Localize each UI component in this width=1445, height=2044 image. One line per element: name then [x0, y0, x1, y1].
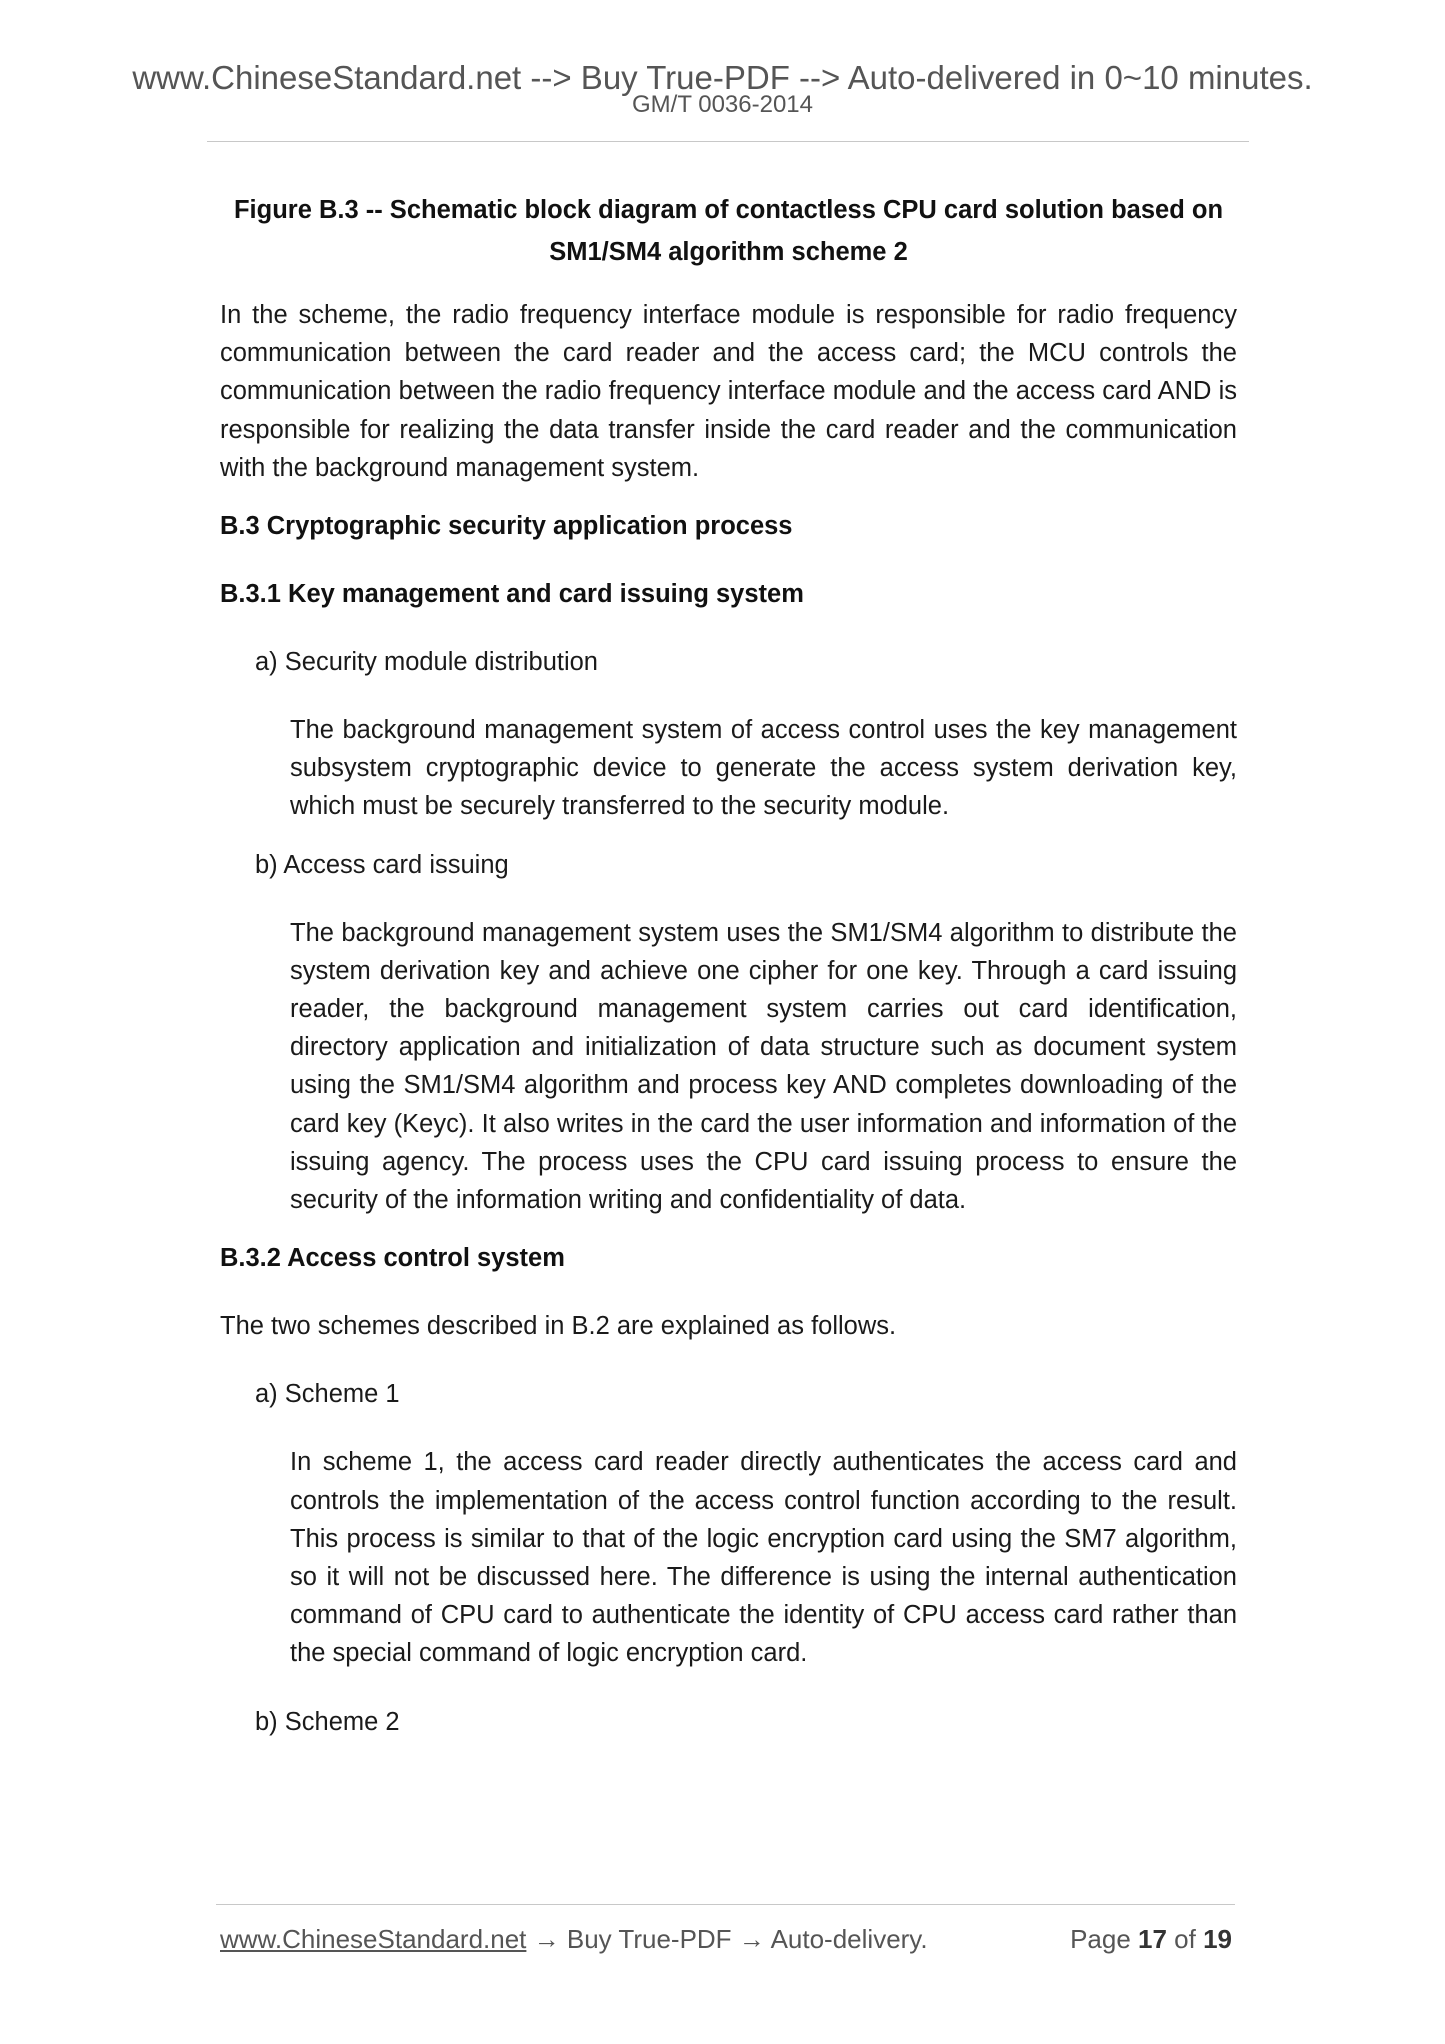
footer-site-link[interactable]: www.ChineseStandard.net: [220, 1924, 527, 1954]
section-heading-b32: B.3.2 Access control system: [220, 1244, 565, 1273]
top-banner: www.ChineseStandard.net --> Buy True-PDF --> Auto-delivered in 0~10 minutes.: [132, 59, 1313, 96]
scheme-1-text: In scheme 1, the access card reader directly authenticates the access card and controls the implementation of the access control function according to the result. This process is similar to that of the logic encryption card using the SM7 algorithm, so it will not be discussed here. The difference is using the internal authentication command of CPU card to authenticate the identity of CPU access card rather than the special command of logic encryption card.: [290, 1448, 1237, 1668]
page-indicator: [1070, 1922, 1232, 1956]
list-label-security-module: a) Security module distribution: [255, 648, 598, 677]
list-label-scheme-1: a) Scheme 1: [255, 1380, 400, 1409]
page-footer: [220, 1922, 1232, 1956]
footer-tagline: → Buy True-PDF → Auto-delivery.: [526, 1924, 928, 1954]
security-module-text: The background management system of access control uses the key management subsystem cryptographic device to generate the access system derivation key, which must be securely transferred to the security module.: [290, 716, 1237, 821]
page-of: of: [1166, 1924, 1204, 1954]
schemes-intro: The two schemes described in B.2 are explained as follows.: [220, 1312, 897, 1341]
list-label-card-issuing: b) Access card issuing: [255, 850, 509, 879]
header-divider: [207, 141, 1249, 142]
page-prefix: Page: [1070, 1924, 1139, 1954]
card-issuing-text: The background management system uses the SM1/SM4 algorithm to distribute the system derivation key and achieve one cipher for one key. Through a card issuing reader, the background management system carries out card identification, directory application and initialization of data structure such as document system using the SM1/SM4 algorithm and process key AND completes downloading of the card key (Keyc). It also writes in the card the user information and information of the issuing agency. The process uses the CPU card issuing process to ensure the security of the information writing and confidentiality of data.: [290, 918, 1237, 1215]
intro-paragraph: In the scheme, the radio frequency interface module is responsible for radio frequency communication between the card reader and the access card; the MCU controls the communication between the radio frequency interface module and the access card AND is responsible for realizing the data transfer inside the card reader and the communication with the background management system.: [220, 301, 1237, 482]
total-page-number: 19: [1203, 1924, 1232, 1954]
figure-caption: Figure B.3 -- Schematic block diagram of contactless CPU card solution based on SM1/SM4 algorithm scheme 2: [233, 196, 1224, 266]
footer-divider: [216, 1904, 1235, 1905]
current-page-number: 17: [1138, 1924, 1167, 1954]
section-heading-b31: B.3.1 Key management and card issuing system: [220, 580, 804, 609]
page-content: [220, 189, 1237, 1771]
section-heading-b3: B.3 Cryptographic security application process: [220, 512, 793, 541]
document-number: GM/T 0036-2014: [632, 91, 813, 118]
list-label-scheme-2: b) Scheme 2: [255, 1707, 400, 1736]
